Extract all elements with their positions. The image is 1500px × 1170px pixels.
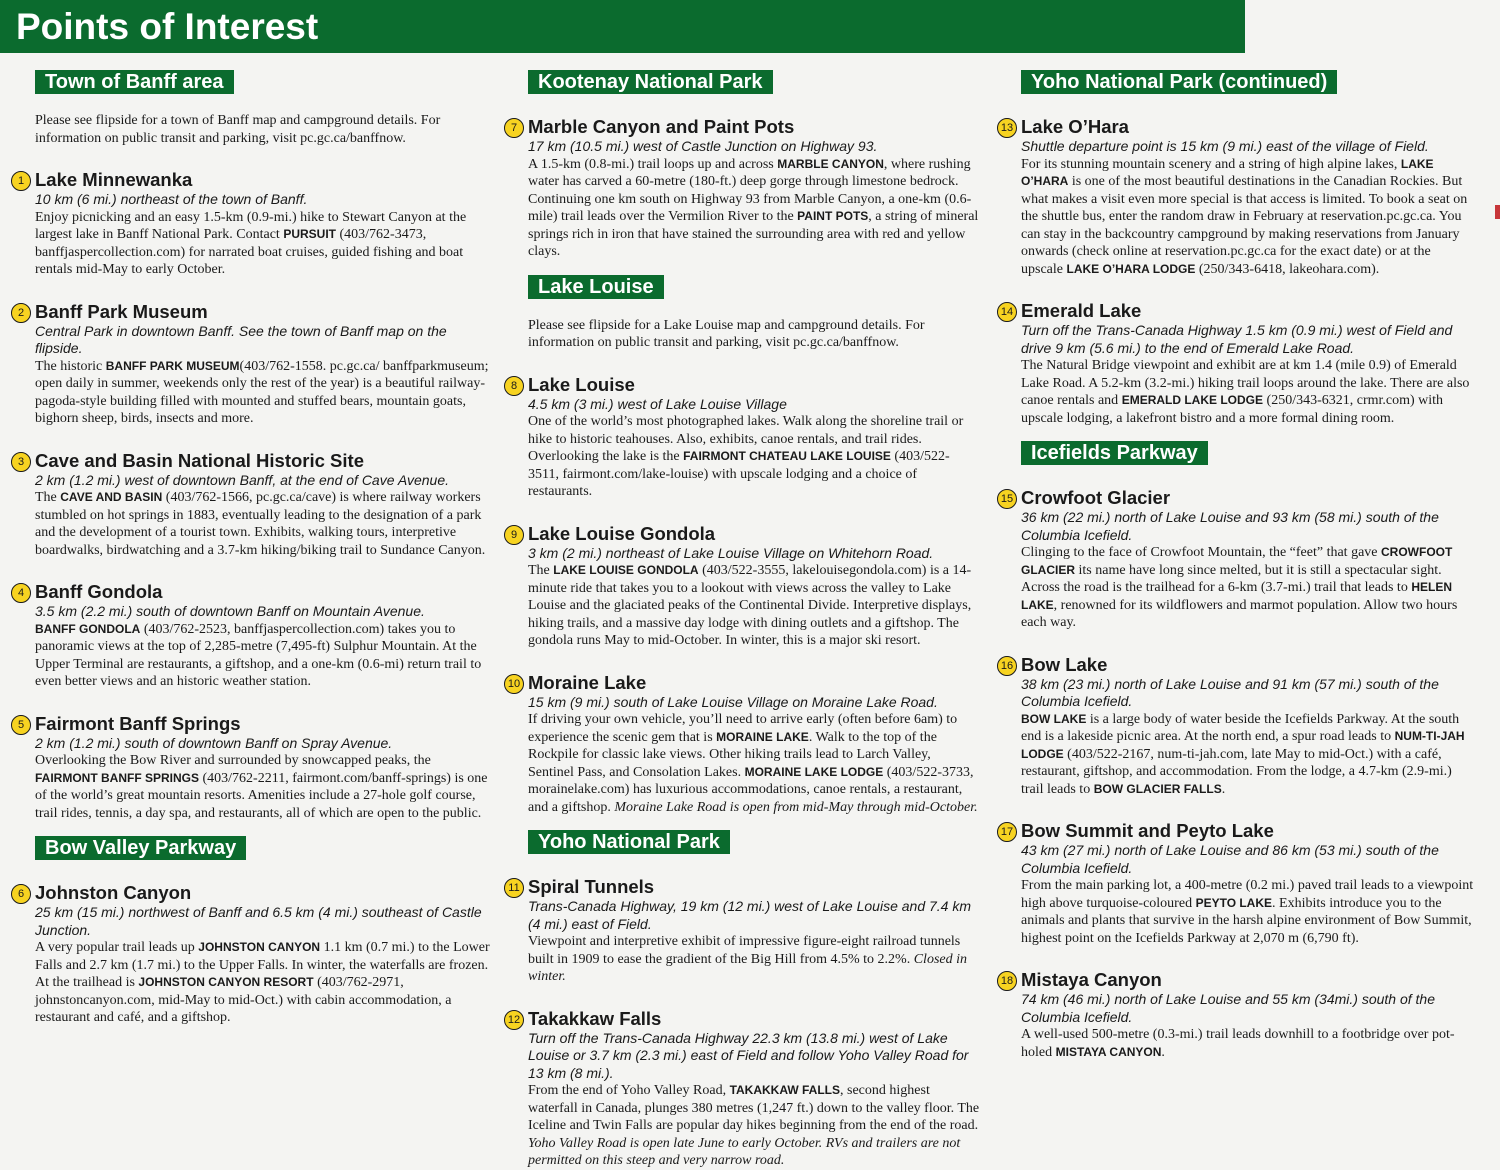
poi-text: Enjoy picnicking and an easy 1.5-km (0.9-mi.) hike to Stewart Canyon at the largest lake in Banff National Park. Contact — [35, 209, 467, 242]
poi-text: (250/343-6321, crmr.com) with upscale lodging, a lakefront bistro and a more formal dining room. — [1021, 393, 1444, 426]
poi-entry — [1000, 487, 1476, 632]
poi-description — [528, 711, 980, 816]
poi-text: 1.1 km (0.7 mi.) to the Lower Falls and 2.7 km (1.7 mi.) to the Upper Falls. In winter, the waterfalls are frozen. At the trailhead is — [35, 940, 490, 990]
edge-mark — [1495, 205, 1500, 219]
poi-entry — [507, 1007, 980, 1170]
poi-description — [528, 156, 980, 261]
poi-text: A 1.5-km (0.8-mi.) trail loops up and across — [528, 156, 778, 172]
poi-text: The Natural Bridge viewpoint and exhibit are at km 1.4 (mile 0.9) of Emerald Lake Road. A 5.2-km (3.2-mi.) hiking trail loops around the lake. There are also canoe rentals and — [1021, 358, 1470, 408]
title-banner — [0, 0, 1245, 53]
poi-title: Takakkaw Falls — [528, 1007, 662, 1029]
poi-description — [528, 562, 980, 650]
poi-entry — [1000, 116, 1476, 278]
section-intro: Please see flipside for a Lake Louise map and campground details. For information on public transit and parking, visit pc.gc.ca/banffnow. — [528, 317, 925, 350]
poi-title: Moraine Lake — [528, 671, 647, 693]
poi-directions: Trans-Canada Highway, 19 km (12 mi.) west of Lake Louise and 7.4 km (4 mi.) east of Field. — [528, 898, 972, 932]
poi-text: , a string of mineral springs rich in iron that have stained the surrounding area with red and yellow clays. — [528, 209, 979, 259]
poi-highlight: BOW LAKE — [1021, 711, 1087, 726]
poi-text: (403/522-3511, fairmont.com/lake-louise) with upscale lodging and a choice of restaurants. — [528, 449, 950, 499]
poi-description — [35, 358, 490, 428]
poi-highlight: JOHNSTON CANYON RESORT — [138, 975, 314, 989]
poi-text: . — [1161, 1044, 1165, 1060]
poi-title: Mistaya Canyon — [1021, 969, 1162, 990]
poi-text: (403/762-1558. pc.gc.ca/ banffparkmuseum; open daily in summer, weekends only the rest of the year) is a beautiful railway-pagoda-style building filled with mounted and stuffed bears, mountain goats, bighorn sheep, birds, insects and more. — [35, 358, 489, 426]
poi-description — [35, 209, 490, 279]
poi-description — [35, 752, 490, 822]
poi-number-badge: 5 — [11, 715, 31, 735]
poi-title: Marble Canyon and Paint Pots — [528, 116, 795, 137]
poi-directions: 25 km (15 mi.) northwest of Banff and 6.5 km (4 mi.) southeast of Castle Junction. — [35, 904, 482, 938]
poi-title: Banff Gondola — [35, 581, 163, 602]
poi-entry — [1000, 653, 1476, 799]
poi-entry — [17, 300, 490, 428]
poi-highlight: LAKE O’HARA LODGE — [1066, 261, 1196, 276]
poi-highlight: PEYTO LAKE — [1195, 895, 1273, 910]
poi-description — [1021, 544, 1476, 632]
poi-directions: 10 km (6 mi.) northeast of the town of Banff. — [35, 191, 308, 207]
poi-text: If driving your own vehicle, you’ll need to arrive early (often before 6am) to experience the scenic gem that is — [528, 712, 958, 745]
poi-highlight: LAKE O’HARA — [1021, 156, 1434, 188]
poi-directions: 36 km (22 mi.) north of Lake Louise and 93 km (58 mi.) south of the Columbia Icefield. — [1021, 509, 1439, 543]
poi-directions: 3.5 km (2.2 mi.) south of downtown Banff on Mountain Avenue. — [35, 603, 425, 619]
poi-title: Crowfoot Glacier — [1021, 487, 1171, 508]
section-header: Yoho National Park (continued) — [1021, 70, 1337, 94]
poi-number-badge: 17 — [997, 822, 1017, 842]
poi-entry — [17, 882, 490, 1027]
poi-entry — [1000, 820, 1476, 947]
poi-number-badge: 11 — [504, 878, 524, 898]
poi-note: Moraine Lake Road is open from mid-May through mid-October. — [614, 799, 978, 815]
section-header: Yoho National Park — [528, 830, 730, 854]
poi-text: One of the world’s most photographed lakes. Walk along the shoreline trail or hike to historic teahouses. Also, exhibits, canoe rentals, and trail rides. Overlooking the lake is the — [528, 414, 964, 464]
poi-text: (403/762-3473, banffjaspercollection.com) for narrated boat cruises, guided fishing and boat rentals mid-May to early October. — [35, 227, 464, 277]
poi-directions: 43 km (27 mi.) north of Lake Louise and 86 km (53 mi.) south of the Columbia Icefield. — [1021, 842, 1439, 876]
poi-text: Overlooking the Bow River and surrounded by snowcapped peaks, the — [35, 753, 431, 768]
poi-number-badge: 13 — [997, 118, 1017, 138]
poi-highlight: FAIRMONT BANFF SPRINGS — [35, 770, 199, 785]
page-title: Points of Interest — [16, 6, 319, 47]
poi-text: . — [1221, 781, 1226, 797]
poi-note: Yoho Valley Road is open late June to early October. RVs and trailers are not permitted on this steep and very narrow road. — [528, 1135, 961, 1168]
poi-number-badge: 4 — [11, 583, 31, 603]
poi-text: is a large body of water beside the Icefields Parkway. At the south end is a lakeside picnic area. At the north end, a spur road leads to — [1021, 711, 1460, 744]
poi-description — [528, 413, 980, 501]
poi-highlight: CAVE AND BASIN — [60, 490, 163, 504]
column-3 — [1000, 70, 1476, 1061]
poi-directions: Turn off the Trans-Canada Highway 22.3 km (13.8 mi.) west of Lake Louise or 3.7 km (2.3 mi.) east of Field and follow Yoho Valley Road for 13 km (8 mi.). — [528, 1029, 969, 1081]
poi-highlight: CROWFOOT GLACIER — [1021, 545, 1453, 577]
poi-directions: Shuttle departure point is 15 km (9 mi.) east of the village of Field. — [1021, 138, 1429, 154]
poi-highlight: PAINT POTS — [797, 209, 869, 223]
poi-text: (250/343-6418, lakeohara.com). — [1195, 261, 1380, 277]
poi-text: The historic — [35, 358, 106, 374]
poi-directions: 15 km (9 mi.) south of Lake Louise Village on Moraine Lake Road. — [528, 693, 938, 710]
poi-description — [528, 1082, 980, 1170]
poi-number-badge: 12 — [504, 1010, 524, 1030]
poi-directions: Turn off the Trans-Canada Highway 1.5 km (0.9 mi.) west of Field and drive 9 km (5.6 mi.) to the end of Emerald Lake Road. — [1021, 322, 1453, 356]
poi-highlight: MORAINE LAKE LODGE — [744, 764, 884, 779]
poi-highlight: JOHNSTON CANYON — [198, 940, 321, 954]
poi-text: From the end of Yoho Valley Road, — [528, 1083, 730, 1098]
poi-entry — [17, 581, 490, 691]
poi-description — [1021, 357, 1476, 427]
poi-highlight: MISTAYA CANYON — [1055, 1044, 1162, 1059]
poi-text: The — [35, 490, 61, 505]
poi-title: Lake Minnewanka — [35, 169, 193, 190]
poi-entry — [510, 373, 980, 501]
poi-number-badge: 6 — [11, 884, 31, 904]
column-1 — [17, 70, 490, 1027]
section-header: Lake Louise — [528, 275, 664, 299]
poi-highlight: HELEN LAKE — [1021, 580, 1452, 612]
poi-title: Fairmont Banff Springs — [35, 712, 241, 734]
poi-highlight: BOW GLACIER FALLS — [1093, 781, 1222, 796]
poi-number-badge: 8 — [504, 376, 524, 396]
poi-highlight: MARBLE CANYON — [777, 156, 884, 171]
poi-description — [528, 933, 980, 986]
poi-highlight: MORAINE LAKE — [716, 729, 809, 744]
poi-description — [1021, 1026, 1476, 1061]
poi-text: Viewpoint and interpretive exhibit of impressive figure-eight railroad tunnels built in 1909 to ease the gradient of the Big Hill from 4.5% to 2.2%. — [528, 934, 961, 967]
section-intro: Please see flipside for a town of Banff map and campground details. For information on public transit and parking, visit pc.gc.ca/banffnow. — [35, 113, 441, 146]
poi-text: A well-used 500-metre (0.3-mi.) trail leads downhill to a footbridge over pot-holed — [1021, 1027, 1455, 1060]
poi-number-badge: 10 — [504, 674, 524, 694]
poi-text: . Exhibits introduce you to the animals and plants that survive in the harsh alpine environment of Bow Summit, highest point on the Icefields Parkway at 2,070 m (6,790 ft). — [1021, 895, 1472, 946]
poi-text: , where rushing water has carved a 60-metre (180-ft.) deep gorge through limestone bedrock. Continuing one km south on Highway 93 from Marble Canyon, a one-km (0.6-mile) trail leads over the Vermilion River to the — [528, 156, 972, 224]
poi-text: , renowned for its wildflowers and marmot population. Allow two hours each way. — [1021, 597, 1458, 630]
poi-description — [35, 621, 490, 691]
poi-text: A very popular trail leads up — [35, 940, 199, 955]
poi-directions: 2 km (1.2 mi.) south of downtown Banff on Spray Avenue. — [35, 734, 393, 751]
section-header: Kootenay National Park — [528, 70, 773, 94]
poi-entry — [17, 169, 490, 279]
poi-entry — [508, 876, 980, 986]
poi-number-badge: 3 — [11, 452, 31, 472]
column-2 — [507, 70, 980, 1170]
poi-title: Spiral Tunnels — [528, 876, 655, 897]
poi-text: (403/522-2167, num-ti-jah.com, late May to mid-Oct.) with a café, restaurant, giftshop, and accommodation. From the lodge, a 4.7-km (2.9-mi.) trail leads to — [1021, 746, 1452, 797]
poi-title: Banff Park Museum — [35, 300, 208, 322]
poi-title: Cave and Basin National Historic Site — [35, 449, 364, 471]
poi-number-badge: 7 — [504, 118, 524, 138]
poi-number-badge: 16 — [997, 656, 1017, 676]
poi-entry — [1000, 969, 1476, 1061]
poi-highlight: BANFF GONDOLA — [35, 621, 141, 636]
section-header: Icefields Parkway — [1021, 441, 1208, 465]
poi-highlight: TAKAKKAW FALLS — [729, 1083, 841, 1097]
poi-note: Closed in winter. — [528, 951, 967, 984]
poi-text: (403/762-2971, johnstoncanyon.com, mid-May to mid-Oct.) with cabin accommodation, a restaurant and café, and a giftshop. — [35, 975, 452, 1025]
poi-text: (403/762-2523, banffjaspercollection.com) takes you to panoramic views at the top of 2,285-metre (7,495-ft) Sulphur Mountain. At the Upper Terminal are restaurants, a giftshop, and a one-km (0.6-mi) return trail to even better views and an historic weather station. — [35, 621, 482, 689]
poi-entry — [510, 116, 980, 261]
poi-title: Bow Lake — [1021, 653, 1108, 675]
poi-description — [1021, 877, 1476, 947]
poi-title: Emerald Lake — [1021, 300, 1142, 321]
poi-text: From the main parking lot, a 400-metre (0.2 mi.) paved trail leads to a viewpoint high above turquoise-coloured — [1021, 878, 1474, 911]
poi-directions: Central Park in downtown Banff. See the town of Banff map on the flipside. — [35, 322, 447, 356]
poi-title: Bow Summit and Peyto Lake — [1021, 820, 1274, 841]
poi-description — [35, 939, 490, 1027]
poi-description — [1021, 156, 1476, 279]
poi-text: Clinging to the face of Crowfoot Mountain, the “feet” that gave — [1021, 545, 1382, 560]
poi-text: (403/522-3555, lakelouisegondola.com) is a 14-minute ride that takes you to a lookout with views across the valley to Lake Louise and the glaciated peaks of the Continental Divide. Interpretive displays, hiking trails, and a massive day lodge with dining outlets and a giftshop. The gondola runs May to mid-October. In winter, this is a major ski resort. — [528, 563, 972, 648]
poi-highlight: FAIRMONT CHATEAU LAKE LOUISE — [683, 449, 891, 463]
poi-text: , second highest waterfall in Canada, plunges 380 metres (1,247 ft.) down to the valley floor. The Iceline and Twin Falls are popular day hikes beginning from the end of the road. — [528, 1083, 980, 1133]
poi-number-badge: 15 — [997, 489, 1017, 509]
poi-directions: 17 km (10.5 mi.) west of Castle Junction on Highway 93. — [528, 138, 878, 154]
poi-text: (403/762-1566, pc.gc.ca/cave) is where railway workers stumbled on hot springs in 1883, eventually leading to the designation of a park and the development of a tourist town. Exhibits, walking tours, interpretive boardwalks, birdwatching and a 3.7-km hiking/biking trail to Sundance Canyon. — [35, 490, 486, 558]
poi-text: The — [528, 563, 554, 578]
poi-text: (403/522-3733, morainelake.com) has luxurious accommodations, canoe rentals, a restaurant, and a giftshop. — [528, 764, 974, 815]
poi-number-badge: 1 — [11, 171, 31, 191]
poi-highlight: NUM-TI-JAH LODGE — [1021, 729, 1465, 761]
section-header: Town of Banff area — [35, 70, 234, 94]
poi-highlight: LAKE LOUISE GONDOLA — [553, 563, 699, 577]
poi-text: For its stunning mountain scenery and a string of high alpine lakes, — [1021, 156, 1401, 172]
poi-title: Lake O’Hara — [1021, 116, 1129, 137]
poi-text: (403/762-2211, fairmont.com/banff-springs) is one of the world’s great mountain resorts. Amenities include a 27-hole golf course, trail rides, tennis, a day spa, and restaurants, all of which are open to the public. — [35, 770, 488, 821]
poi-directions: 38 km (23 mi.) north of Lake Louise and 91 km (57 mi.) south of the Columbia Icefield. — [1021, 675, 1439, 709]
section-header: Bow Valley Parkway — [35, 836, 246, 860]
poi-entry — [510, 522, 980, 650]
poi-title: Johnston Canyon — [35, 882, 192, 903]
poi-title: Lake Louise Gondola — [528, 522, 716, 544]
poi-number-badge: 18 — [997, 971, 1017, 991]
poi-directions: 4.5 km (3 mi.) west of Lake Louise Village — [528, 395, 787, 412]
poi-text: its name have long since melted, but it is still a spectacular sight. Across the road is the trailhead for a 6-km (3.7-mi.) trail that leads to — [1021, 562, 1442, 595]
poi-highlight: EMERALD LAKE LODGE — [1121, 393, 1264, 407]
poi-directions: 3 km (2 mi.) northeast of Lake Louise Village on Whitehorn Road. — [528, 544, 934, 561]
poi-directions: 2 km (1.2 mi.) west of downtown Banff, at the end of Cave Avenue. — [35, 471, 449, 488]
poi-text: is one of the most beautiful destinations in the Canadian Rockies. But what makes a visit even more special is that access is limited. To book a seat on the shuttle bus, enter the random draw in February at reservation.pc.gc.ca. You can stay in the backcountry campground by making reservations from January onwards (check online at reservation.pc.gc.ca for the exact date) or at the upscale — [1021, 174, 1468, 277]
poi-text: . Walk to the top of the Rockpile for classic lake views. Other hiking trails lead to Larch Valley, Sentinel Pass, and Consolation Lakes. — [528, 729, 937, 780]
poi-entry — [17, 712, 490, 823]
poi-description — [35, 489, 490, 559]
poi-title: Lake Louise — [528, 373, 635, 395]
poi-highlight: BANFF PARK MUSEUM — [105, 358, 240, 373]
poi-highlight: PURSUIT — [283, 227, 336, 241]
poi-number-badge: 14 — [997, 302, 1017, 322]
poi-number-badge: 2 — [11, 303, 31, 323]
poi-description — [1021, 711, 1476, 799]
poi-entry — [17, 449, 490, 560]
poi-number-badge: 9 — [504, 525, 524, 545]
poi-directions: 74 km (46 mi.) north of Lake Louise and 55 km (34mi.) south of the Columbia Icefield. — [1021, 991, 1435, 1025]
poi-entry — [507, 671, 980, 817]
poi-entry — [1000, 300, 1476, 427]
